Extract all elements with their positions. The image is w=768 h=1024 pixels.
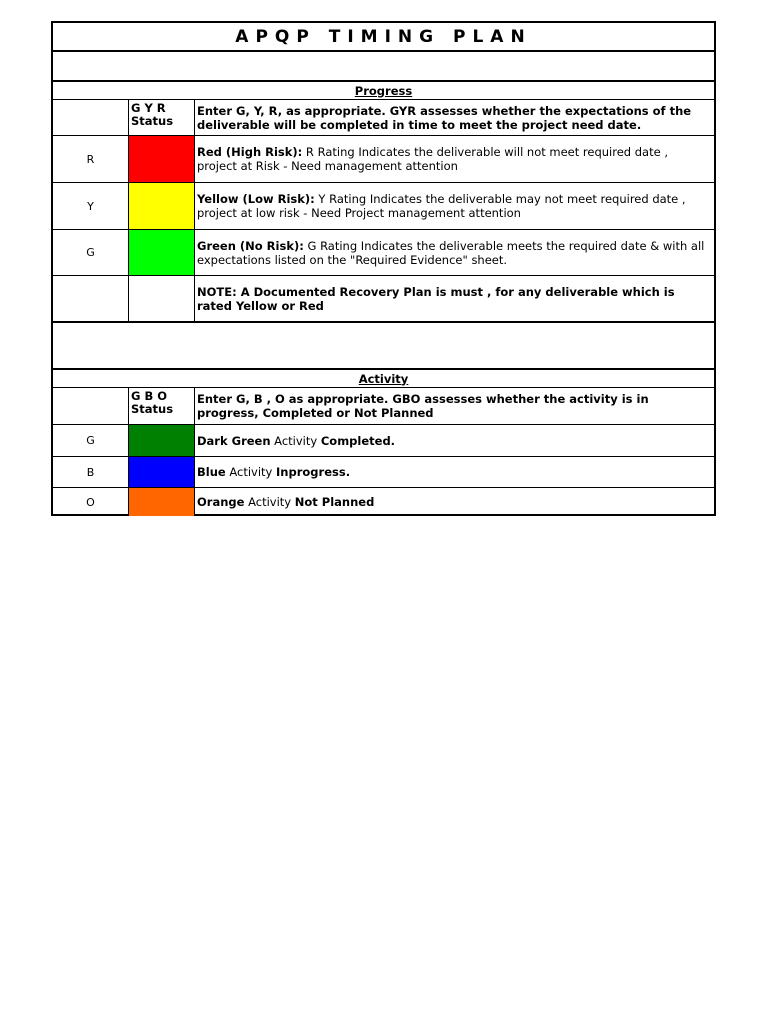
gbo-status-line1: G B O bbox=[131, 389, 167, 403]
progress-heading-row bbox=[53, 82, 714, 100]
page-title: APQP TIMING PLAN bbox=[235, 26, 532, 47]
yellow-label: Yellow (Low Risk): bbox=[197, 192, 315, 206]
dark-green-swatch bbox=[129, 425, 194, 456]
progress-code-r: R bbox=[53, 136, 129, 182]
red-text: R Rating Indicates the deliverable will not meet required date , project at Risk - Need management attention bbox=[197, 145, 669, 173]
progress-code-g: G bbox=[53, 230, 129, 275]
yellow-swatch-cell bbox=[129, 183, 195, 229]
progress-code-y: Y bbox=[53, 183, 129, 229]
orange-swatch bbox=[129, 488, 194, 516]
blue-swatch bbox=[129, 457, 194, 487]
activity-heading: Activity bbox=[358, 371, 409, 386]
red-label: Red (High Risk): bbox=[197, 145, 303, 159]
blue-middle: Activity bbox=[225, 465, 277, 479]
progress-code-header bbox=[53, 100, 129, 135]
dark-green-status: Completed. bbox=[320, 433, 396, 448]
gbo-status-line2: Status bbox=[131, 402, 174, 416]
red-swatch bbox=[129, 136, 194, 182]
gyr-status-line2: Status bbox=[131, 114, 174, 128]
activity-code-b: B bbox=[53, 457, 129, 487]
progress-desc-yellow bbox=[195, 183, 714, 229]
green-text: G Rating Indicates the deliverable meets the required date & with all expectations listed on the "Required Evidence" sheet. bbox=[197, 238, 705, 267]
dark-green-swatch-cell bbox=[129, 425, 195, 456]
orange-status: Not Planned bbox=[294, 495, 375, 509]
progress-instruction: Enter G, Y, R, as appropriate. GYR assesses whether the expectations of the deliverable will be completed in time to meet the project need date. bbox=[197, 103, 692, 132]
blank-row-middle bbox=[53, 323, 714, 370]
blue-word: Blue bbox=[197, 465, 226, 479]
blank-row-top bbox=[53, 52, 714, 82]
activity-instruction: Enter G, B , O as appropriate. GBO assesses whether the activity is in progress, Completed or Not Planned bbox=[197, 392, 649, 420]
yellow-text: Y Rating Indicates the deliverable may not meet required date , project at low risk - Need Project management attention bbox=[197, 192, 686, 220]
progress-desc-red bbox=[195, 136, 714, 182]
activity-row-orange bbox=[53, 488, 714, 516]
orange-word: Orange bbox=[197, 495, 245, 509]
activity-row-blue bbox=[53, 457, 714, 488]
progress-row-red bbox=[53, 136, 714, 183]
orange-swatch-cell bbox=[129, 488, 195, 516]
progress-note-row bbox=[53, 276, 714, 323]
activity-row-dark-green bbox=[53, 425, 714, 457]
activity-header-row bbox=[53, 388, 714, 425]
progress-row-green bbox=[53, 230, 714, 276]
gbo-status-header bbox=[129, 388, 195, 424]
activity-code-header bbox=[53, 388, 129, 424]
activity-desc-blue bbox=[195, 457, 714, 487]
green-swatch-cell bbox=[129, 230, 195, 275]
red-swatch-cell bbox=[129, 136, 195, 182]
green-label: Green (No Risk): bbox=[197, 238, 304, 253]
note-swatch-cell bbox=[129, 276, 195, 321]
yellow-swatch bbox=[129, 183, 194, 229]
progress-desc-green bbox=[195, 230, 714, 275]
progress-header-row bbox=[53, 100, 714, 136]
title-row bbox=[53, 23, 714, 52]
note-code-cell bbox=[53, 276, 129, 321]
progress-row-yellow bbox=[53, 183, 714, 230]
gyr-status-line1: G Y R bbox=[131, 101, 166, 115]
activity-code-g: G bbox=[53, 425, 129, 456]
dark-green-middle: Activity bbox=[270, 433, 321, 448]
progress-note: NOTE: A Documented Recovery Plan is must , for any deliverable which is rated Yellow or Red bbox=[197, 284, 675, 313]
activity-desc-dark-green bbox=[195, 425, 714, 456]
orange-middle: Activity bbox=[244, 495, 295, 509]
progress-heading: Progress bbox=[354, 83, 413, 98]
activity-desc-orange bbox=[195, 488, 714, 516]
gyr-status-header bbox=[129, 100, 195, 135]
activity-heading-row bbox=[53, 370, 714, 388]
blue-swatch-cell bbox=[129, 457, 195, 487]
blue-status: Inprogress. bbox=[276, 465, 351, 479]
green-swatch bbox=[129, 230, 194, 275]
apqp-legend-sheet bbox=[51, 21, 716, 516]
activity-code-o: O bbox=[53, 488, 129, 516]
dark-green-word: Dark Green bbox=[197, 433, 271, 448]
